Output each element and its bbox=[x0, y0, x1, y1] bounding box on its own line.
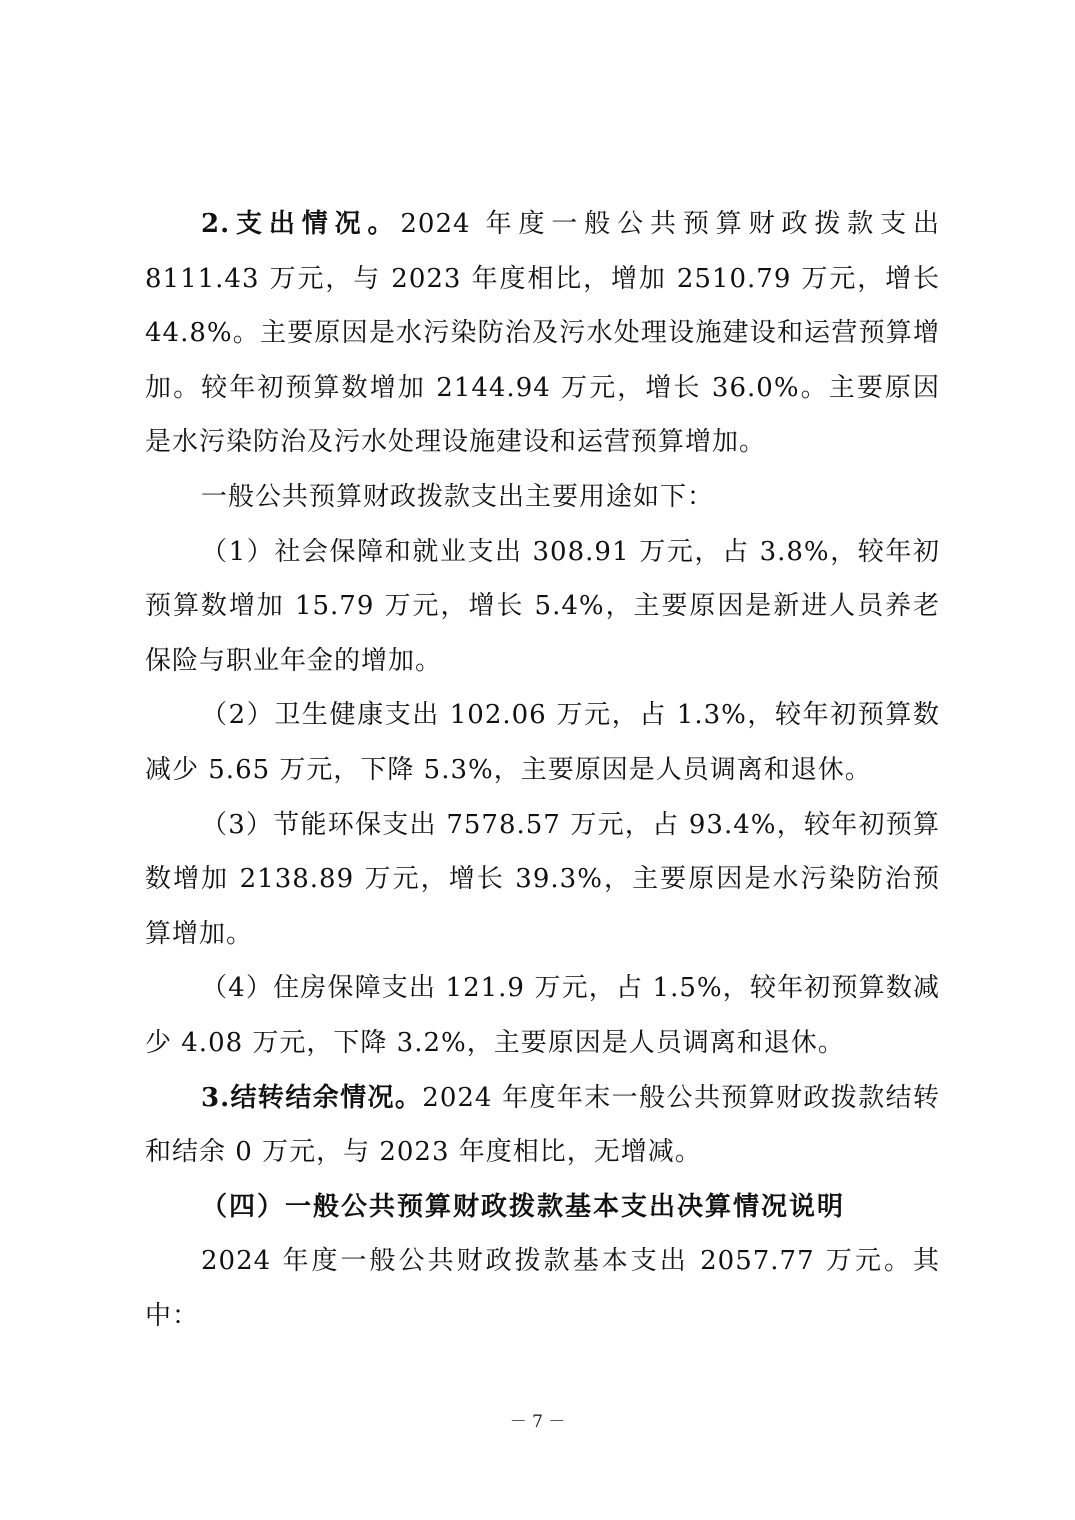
section-four-heading: （四）一般公共预算财政拨款基本支出决算情况说明 bbox=[201, 1191, 846, 1222]
expenditure-text: 2024 年度一般公共预算财政拨款支出 8111.43 万元，与 2023 年度相比，增加 2510.79 万元，增长 44.8%。主要原因是水污染防治及污水处理设施建设和运营预算增加。较年初预算数增加 2144.94 万元，增长 36.0%。主要原因是水污染防治及污水处理设施建设和运营预算增加。 bbox=[145, 209, 940, 458]
use-item-social-security: （1）社会保障和就业支出 308.91 万元，占 3.8%，较年初预算数增加 15.79 万元，增长 5.4%，主要原因是新进人员养老保险与职业年金的增加。 bbox=[145, 536, 940, 676]
page-number: － 7 － bbox=[509, 1412, 566, 1432]
document-body bbox=[145, 197, 940, 1343]
use-item-housing: （4）住房保障支出 121.9 万元，占 1.5%，较年初预算数减少 4.08 万元，下降 3.2%，主要原因是人员调离和退休。 bbox=[145, 973, 940, 1058]
basic-expenditure-paragraph: 2024 年度一般公共财政拨款基本支出 2057.77 万元。其中： bbox=[145, 1246, 940, 1331]
carryover-heading: 3.结转结余情况。 bbox=[201, 1082, 423, 1113]
carryover-text: 2024 年度年末一般公共预算财政拨款结转和结余 0 万元，与 2023 年度相比，无增减。 bbox=[145, 1082, 940, 1168]
carryover-paragraph bbox=[145, 1071, 940, 1180]
use-item-health: （2）卫生健康支出 102.06 万元，占 1.3%，较年初预算数减少 5.65 万元，下降 5.3%，主要原因是人员调离和退休。 bbox=[145, 700, 940, 785]
expenditure-paragraph bbox=[145, 197, 940, 470]
use-item-environment: （3）节能环保支出 7578.57 万元，占 93.4%，较年初预算数增加 2138.89 万元，增长 39.3%，主要原因是水污染防治预算增加。 bbox=[145, 809, 940, 949]
expenditure-heading: 2.支出情况。 bbox=[201, 209, 401, 239]
uses-intro: 一般公共预算财政拨款支出主要用途如下： bbox=[201, 481, 715, 512]
